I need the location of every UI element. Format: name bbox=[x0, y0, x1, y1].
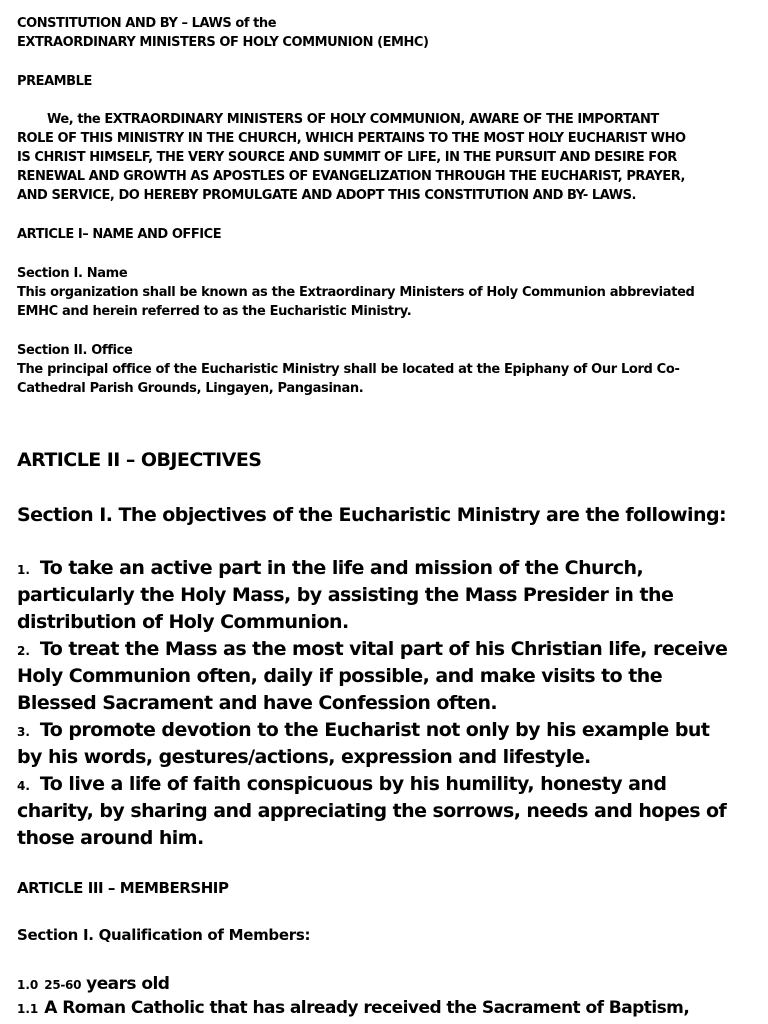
objective-text: those around him. bbox=[17, 827, 204, 849]
objective-text: by his words, gestures/actions, expression and lifestyle. bbox=[17, 746, 591, 768]
section-name-text: This organization shall be known as the Extraordinary Ministers of Holy Communion abbreviated bbox=[17, 285, 695, 300]
objective-item bbox=[17, 555, 643, 584]
preamble-line: IS CHRIST HIMSELF, THE VERY SOURCE AND SUMMIT OF LIFE, IN THE PURSUIT AND DESIRE FOR bbox=[17, 150, 677, 165]
article-3-section-1: Section I. Qualification of Members: bbox=[17, 926, 311, 944]
list-number: 1. bbox=[17, 563, 30, 577]
preamble-line: We, the EXTRAORDINARY MINISTERS OF HOLY COMMUNION, AWARE OF THE IMPORTANT bbox=[47, 112, 659, 127]
objective-text: To promote devotion to the Eucharist not only by his example but bbox=[39, 719, 710, 741]
objective-text: To live a life of faith conspicuous by his humility, honesty and bbox=[39, 773, 667, 795]
membership-text: A Roman Catholic that has already received the Sacrament of Baptism, bbox=[44, 998, 690, 1018]
objective-item bbox=[17, 636, 727, 665]
objective-text: Holy Communion often, daily if possible, and make visits to the bbox=[17, 665, 663, 687]
article-3-heading: ARTICLE III – MEMBERSHIP bbox=[17, 879, 229, 897]
membership-item bbox=[17, 995, 689, 1023]
preamble-line: AND SERVICE, DO HEREBY PROMULGATE AND ADOPT THIS CONSTITUTION AND BY- LAWS. bbox=[17, 188, 637, 203]
membership-text: years old bbox=[86, 974, 170, 994]
section-name-text: EMHC and herein referred to as the Eucharistic Ministry. bbox=[17, 304, 412, 319]
document-title-line-1: CONSTITUTION AND BY – LAWS of the bbox=[17, 16, 277, 31]
article-2-heading: ARTICLE II – OBJECTIVES bbox=[17, 449, 262, 471]
section-name-title: Section I. Name bbox=[17, 266, 128, 281]
article-2-section-1: Section I. The objectives of the Eucharistic Ministry are the following: bbox=[17, 504, 727, 526]
objective-text: distribution of Holy Communion. bbox=[17, 611, 349, 633]
preamble-line: ROLE OF THIS MINISTRY IN THE CHURCH, WHICH PERTAINS TO THE MOST HOLY EUCHARIST WHO bbox=[17, 131, 686, 146]
section-office-text: The principal office of the Eucharistic Ministry shall be located at the Epiphany of Our Lord Co- bbox=[17, 362, 680, 377]
preamble-line: RENEWAL AND GROWTH AS APOSTLES OF EVANGELIZATION THROUGH THE EUCHARIST, PRAYER, bbox=[17, 169, 686, 184]
age-range: 25-60 bbox=[44, 978, 82, 992]
objective-text: particularly the Holy Mass, by assisting the Mass Presider in the bbox=[17, 584, 674, 606]
section-office-title: Section II. Office bbox=[17, 343, 133, 358]
list-number: 4. bbox=[17, 779, 30, 793]
document-title-line-2: EXTRAORDINARY MINISTERS OF HOLY COMMUNION (EMHC) bbox=[17, 35, 429, 50]
list-number: 3. bbox=[17, 725, 30, 739]
objective-text: charity, by sharing and appreciating the sorrows, needs and hopes of bbox=[17, 800, 727, 822]
list-number: 1.1 bbox=[17, 1002, 39, 1016]
objective-text: To take an active part in the life and mission of the Church, bbox=[39, 557, 644, 579]
preamble-heading: PREAMBLE bbox=[17, 74, 92, 89]
objective-item bbox=[17, 771, 666, 800]
list-number: 2. bbox=[17, 644, 30, 658]
section-office-text: Cathedral Parish Grounds, Lingayen, Pangasinan. bbox=[17, 381, 364, 396]
objective-text: To treat the Mass as the most vital part of his Christian life, receive bbox=[39, 638, 728, 660]
list-number: 1.0 bbox=[17, 978, 39, 992]
objective-item bbox=[17, 717, 709, 746]
article-1-heading: ARTICLE I– NAME AND OFFICE bbox=[17, 227, 222, 242]
objective-text: Blessed Sacrament and have Confession often. bbox=[17, 692, 498, 714]
